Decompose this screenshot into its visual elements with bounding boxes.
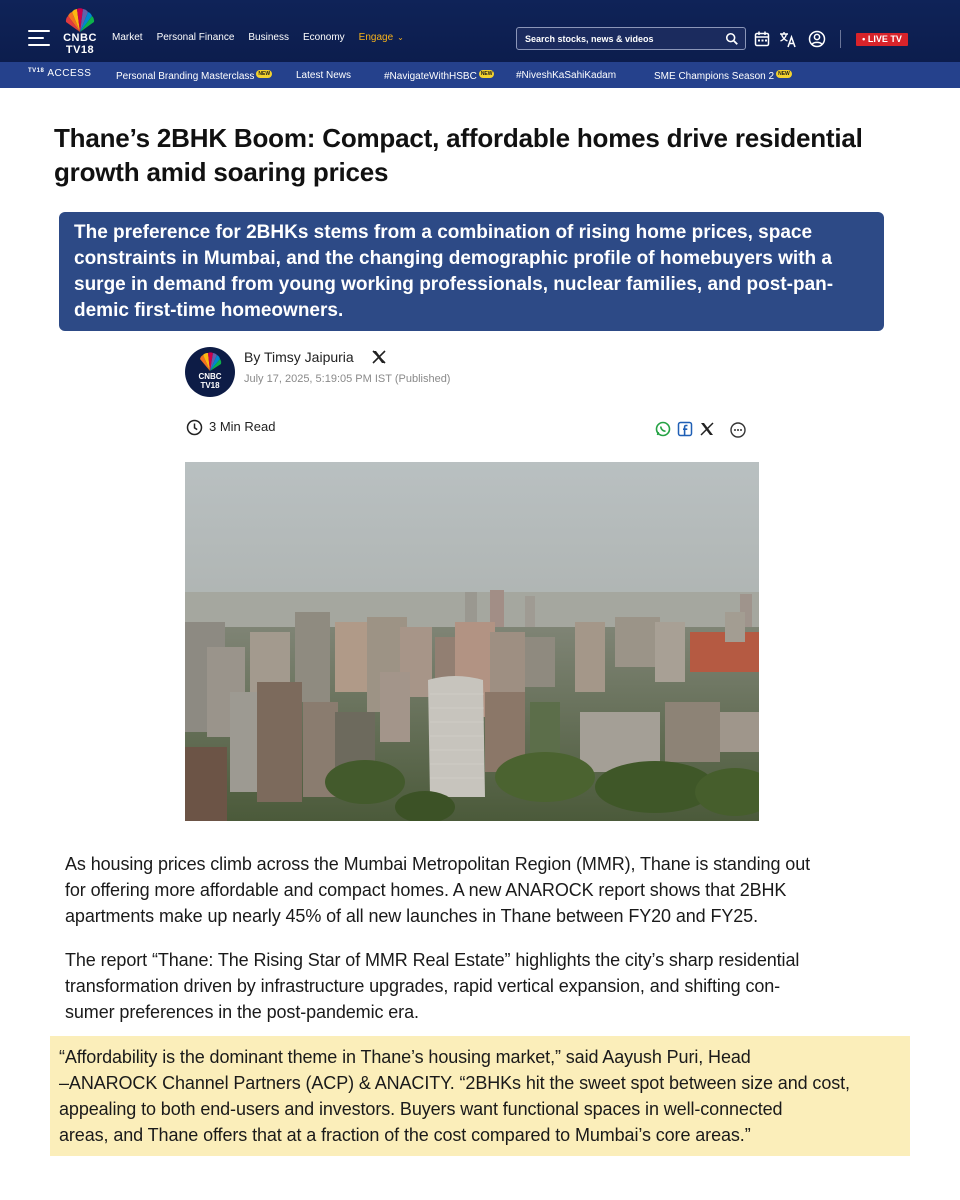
quote-line: “Affordability is the dominant theme in Thane’s housing market,” said Aayush Puri, Head bbox=[59, 1047, 751, 1067]
subnav-latest-news[interactable] bbox=[296, 70, 351, 81]
top-navigation-bar bbox=[0, 0, 960, 62]
paragraph-line: apartments make up nearly 45% of all new launches in Thane between FY20 and FY25. bbox=[65, 906, 758, 926]
paragraph-line: sumer preferences in the post-pandemic era. bbox=[65, 1002, 419, 1022]
article-paragraph bbox=[65, 851, 905, 929]
subnav-label: Personal Branding Masterclass bbox=[116, 71, 255, 82]
summary-line: The preference for 2BHKs stems from a combination of rising home prices, space bbox=[74, 222, 813, 243]
nav-economy[interactable]: Economy bbox=[302, 32, 345, 43]
nav-market[interactable]: Market bbox=[112, 32, 143, 43]
city-skyline-image bbox=[185, 462, 759, 821]
article-headline bbox=[54, 121, 914, 189]
subnav-navigate-with-hsbc[interactable] bbox=[384, 70, 494, 82]
search-box[interactable] bbox=[516, 27, 746, 50]
headline-line: growth amid soaring prices bbox=[54, 157, 389, 187]
primary-nav bbox=[112, 32, 418, 43]
paragraph-line: for offering more affordable and compact homes. A new ANAROCK report shows that 2BHK bbox=[65, 880, 787, 900]
translate-icon[interactable] bbox=[779, 30, 797, 48]
publish-date: July 17, 2025, 5:19:05 PM IST (Published) bbox=[244, 373, 451, 385]
quote-line: areas, and Thane offers that at a fraction of the cost compared to Mumbai’s core areas.” bbox=[59, 1125, 751, 1145]
peacock-icon bbox=[185, 347, 235, 373]
subnav-nivesh-ka-sahi-kadam[interactable] bbox=[516, 70, 616, 81]
author-avatar[interactable] bbox=[185, 347, 235, 397]
subnav-label: #NavigateWithHSBC bbox=[384, 71, 477, 82]
new-badge: NEW bbox=[258, 71, 271, 77]
chevron-down-icon: ⌄ bbox=[397, 33, 404, 42]
headline-line: Thane’s 2BHK Boom: Compact, affordable homes drive residential bbox=[54, 123, 863, 153]
article-summary-box bbox=[59, 212, 884, 331]
new-badge: NEW bbox=[778, 71, 790, 77]
logo-text-cnbc: CNBC bbox=[63, 32, 97, 44]
subnav-label: SME Champions Season 2 bbox=[654, 71, 775, 82]
search-icon[interactable] bbox=[725, 32, 739, 46]
author-byline[interactable]: By Timsy Jaipuria bbox=[244, 349, 354, 365]
tv18-access-link[interactable] bbox=[28, 68, 91, 79]
search-placeholder: Search stocks, news & videos bbox=[525, 34, 654, 44]
nav-engage[interactable] bbox=[359, 32, 404, 43]
user-icon[interactable] bbox=[808, 30, 826, 48]
summary-line: surge in demand from young working professionals, nuclear families, and post-pan- bbox=[74, 274, 834, 295]
cnbc-tv18-logo[interactable] bbox=[58, 6, 102, 56]
summary-line: constraints in Mumbai, and the changing demographic profile of homebuyers with a bbox=[74, 248, 832, 269]
read-time: 3 Min Read bbox=[209, 419, 276, 434]
header-divider bbox=[840, 30, 841, 48]
new-badge: NEW bbox=[480, 71, 493, 77]
summary-line: demic first-time homeowners. bbox=[74, 300, 344, 321]
article-paragraph bbox=[65, 947, 905, 1025]
whatsapp-icon[interactable] bbox=[655, 421, 671, 437]
clock-icon bbox=[186, 419, 203, 436]
paragraph-line: As housing prices climb across the Mumbai Metropolitan Region (MMR), Thane is standing out bbox=[65, 854, 811, 874]
more-options-icon[interactable] bbox=[730, 422, 746, 438]
quote-line: –ANAROCK Channel Partners (ACP) & ANACITY. “2BHKs hit the sweet spot between size and cost, bbox=[59, 1073, 850, 1093]
subnav-sme-champions[interactable] bbox=[654, 70, 792, 82]
paragraph-line: transformation driven by infrastructure upgrades, rapid vertical expansion, and shifting con- bbox=[65, 976, 781, 996]
access-label: ACCESS bbox=[47, 68, 92, 79]
x-twitter-icon[interactable] bbox=[371, 349, 387, 365]
highlighted-quote bbox=[50, 1036, 910, 1156]
nav-business[interactable]: Business bbox=[248, 32, 289, 43]
access-prefix: TV18 bbox=[28, 68, 45, 74]
avatar-text-tv18: TV18 bbox=[200, 381, 220, 390]
peacock-icon bbox=[58, 6, 102, 34]
article-hero-image bbox=[185, 462, 759, 821]
subnav-label: Latest News bbox=[296, 70, 352, 81]
logo-text-tv18: TV18 bbox=[65, 44, 95, 56]
menu-icon[interactable] bbox=[28, 30, 50, 46]
subnav-label: #NiveshKaSahiKadam bbox=[516, 70, 617, 81]
nav-engage-label: Engage bbox=[358, 32, 394, 43]
paragraph-line: The report “Thane: The Rising Star of MMR Real Estate” highlights the city’s sharp residential bbox=[65, 950, 800, 970]
nav-personal-finance[interactable]: Personal Finance bbox=[156, 32, 235, 43]
x-share-icon[interactable] bbox=[699, 421, 715, 437]
facebook-icon[interactable] bbox=[677, 421, 693, 437]
live-tv-button[interactable]: • LIVE TV bbox=[856, 33, 908, 46]
subnav-personal-branding[interactable] bbox=[116, 70, 272, 82]
secondary-nav-bar bbox=[0, 62, 960, 88]
calendar-icon[interactable] bbox=[753, 30, 771, 48]
quote-line: appealing to both end-users and investors. Buyers want functional spaces in well-connected bbox=[59, 1099, 783, 1119]
avatar-text-cnbc: CNBC bbox=[198, 372, 222, 381]
